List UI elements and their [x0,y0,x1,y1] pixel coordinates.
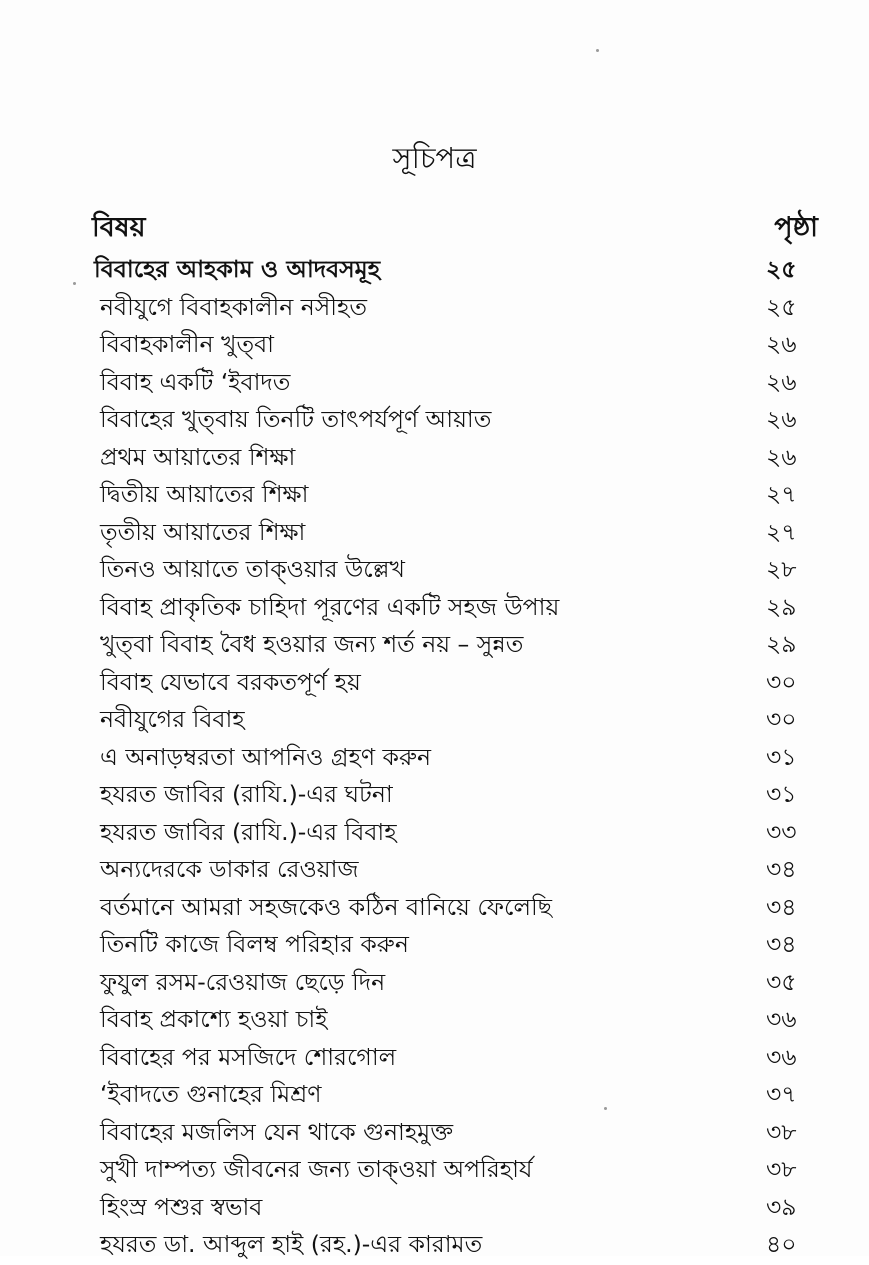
toc-page-number: ৩৬ [766,1042,797,1071]
toc-row [94,662,816,700]
toc-entry-text: বিবাহ যেভাবে বরকতপূর্ণ হয় [100,667,361,696]
toc-entry-text: সুখী দাম্পত্য জীবনের জন্য তাক্‌ওয়া অপরিহার্য [100,1155,533,1183]
toc-entry-text: হিংস্র পশুর স্বভাব [100,1192,263,1221]
toc-page-number: ৩৮ [766,1117,797,1146]
toc-page-number: ২৬ [766,442,797,471]
toc-row [94,699,816,737]
toc-page-number: ৩৪ [766,930,797,958]
toc-row [94,324,816,362]
paper-speck [73,282,76,285]
toc-row [94,512,816,550]
toc-entry-text: এ অনাড়ম্বরতা আপনিও গ্রহণ করুন [100,742,432,771]
toc-entry-text: হযরত জাবির (রাযি.)-এর ঘটনা [100,780,393,808]
toc-entry-text: ‘ইবাদতে গুনাহের মিশ্রণ [100,1080,322,1108]
toc-page-number: ২৯ [766,630,797,658]
toc-entry-text: বিবাহকালীন খুত্‌বা [100,330,274,358]
toc-row [94,999,816,1037]
toc-entry-text: খুত্‌বা বিবাহ বৈধ হওয়ার জন্য শর্ত নয় – সুন্নত [100,630,524,658]
toc-entry-text: অন্যদেরকে ডাকার রেওয়াজ [100,855,359,883]
toc-page-number: ৩০ [766,705,797,733]
toc-row [94,549,816,587]
toc-page-number: ৩১ [766,780,797,808]
toc-page-number: ২৬ [766,367,797,396]
toc-entry-text: বিবাহ প্রকাশ্যে হওয়া চাই [100,1005,328,1033]
toc-entry-text: নবীযুগের বিবাহ [100,705,245,733]
toc-row [94,1074,816,1112]
toc-entry-text: তিনটি কাজে বিলম্ব পরিহার করুন [100,930,409,958]
toc-entry-text: বিবাহের পর মসজিদে শোরগোল [100,1042,397,1071]
toc-row [94,249,816,287]
toc-page-number: ৩৯ [766,1192,797,1221]
toc-entry-text: দ্বিতীয় আয়াতের শিক্ষা [100,480,309,508]
toc-page-number: ২৬ [766,330,797,358]
toc-row [94,849,816,887]
toc-entry-text: হযরত জাবির (রাযি.)-এর বিবাহ [100,817,397,846]
toc-row [94,1112,816,1150]
toc-row [94,624,816,662]
toc-entry-text: ফুযুল রসম-রেওয়াজ ছেড়ে দিন [100,967,386,996]
toc-row [94,287,816,325]
toc-row [94,1037,816,1075]
toc-entry-text: প্রথম আয়াতের শিক্ষা [100,442,296,471]
toc-row [94,362,816,400]
toc-page-number: ২৫ [766,292,797,321]
toc-row [94,887,816,925]
toc-entry-text: হযরত ডা. আব্দুল হাই (রহ.)-এর কারামত [100,1230,483,1258]
toc-page-number: ২৮ [766,555,797,583]
toc-page-number: ৩৪ [766,892,797,921]
toc-page-number: ৩৫ [766,967,797,996]
toc-entry-text: নবীযুগে বিবাহকালীন নসীহত [100,292,367,321]
toc-row [94,587,816,625]
toc-row [94,774,816,812]
toc-page-number: ৩৬ [766,1005,797,1033]
toc-page-number: ৩৮ [766,1155,797,1183]
toc-page-number: ২৭ [766,480,797,508]
toc-page-number: ২৭ [766,517,797,546]
toc-entry-text: তৃতীয় আয়াতের শিক্ষা [100,517,306,546]
toc-entry-text: বিবাহ প্রাকৃতিক চাহিদা পূরণের একটি সহজ উপায় [100,592,560,621]
toc-row [94,437,816,475]
toc-row [94,737,816,775]
toc-entry-text: বিবাহের খুত্‌বায় তিনটি তাৎপর্যপূর্ণ আয়াত [100,405,492,433]
toc-header [92,207,818,247]
toc-page-number: ২৬ [766,405,797,433]
toc-page-number: ৩৩ [766,817,797,846]
toc-page-number: ২৫ [766,255,797,283]
toc-page-number: ৩৪ [766,855,797,883]
paper-speck [596,49,599,52]
toc-page-number: ৩০ [766,667,797,696]
toc-row [94,1149,816,1187]
subject-column-header: বিষয় [92,212,146,243]
toc-row [94,1187,816,1225]
toc-row [94,812,816,850]
toc-entry-text: বর্তমানে আমরা সহজকেও কঠিন বানিয়ে ফেলেছি [100,892,552,921]
table-of-contents [94,249,816,1262]
toc-page-number: ৪০ [766,1230,797,1258]
toc-page-number: ২৯ [766,592,797,621]
toc-entry-text: বিবাহের মজলিস যেন থাকে গুনাহমুক্ত [100,1117,454,1146]
toc-page-number: ৩৭ [766,1080,797,1108]
toc-entry-text: বিবাহ একটি ‘ইবাদত [100,367,291,396]
page-column-header: পৃষ্ঠা [774,212,818,243]
page-title: সূচিপত্র [392,141,477,175]
toc-row [94,924,816,962]
toc-entry-text: তিনও আয়াতে তাক্‌ওয়ার উল্লেখ [100,555,405,583]
toc-page-number: ৩১ [766,742,797,771]
toc-row [94,474,816,512]
toc-entry-text: বিবাহের আহকাম ও আদবসমূহ [94,255,381,283]
toc-row [94,962,816,1000]
toc-row [94,399,816,437]
